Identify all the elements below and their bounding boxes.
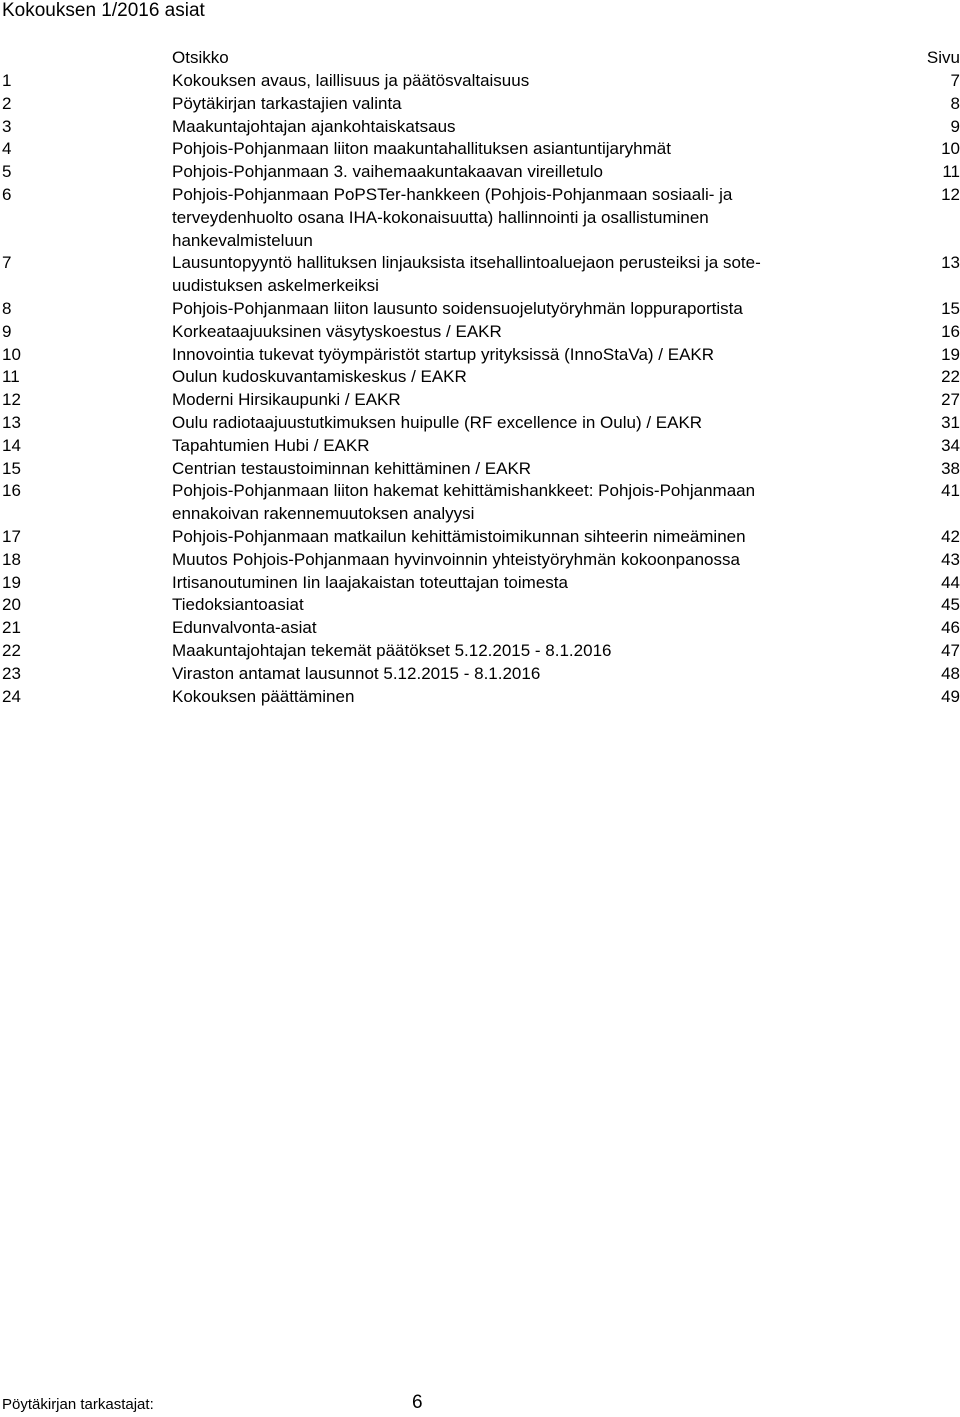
toc-item-title: Innovointia tukevat työympäristöt startup yrityksissä (InnoStaVa) / EAKR [172,344,715,364]
toc-row [2,594,960,617]
toc-item-page: 27 [941,390,960,410]
toc-row [2,458,960,481]
toc-item-page: 31 [941,412,960,432]
toc-item-number: 8 [2,298,12,318]
toc-item-title: Centrian testaustoiminnan kehittäminen / EAKR [172,458,532,478]
toc-item-title: Pohjois-Pohjanmaan PoPSTer-hankkeen (Pohjois-Pohjanmaan sosiaali- ja terveydenhuolto osana IHA-kokonaisuutta) hallinnointi ja osallistuminen hankevalmisteluun [172,184,733,250]
toc-row [2,161,960,184]
toc-item-title: Maakuntajohtajan ajankohtaiskatsaus [172,116,456,136]
toc-header-title: Otsikko [172,48,229,67]
toc-row [2,389,960,412]
toc-item-title: Tapahtumien Hubi / EAKR [172,435,370,455]
toc-row [2,138,960,161]
toc-item-page: 8 [950,93,960,113]
toc-item-number: 23 [2,663,21,683]
toc-item-page: 34 [941,435,960,455]
toc-item-number: 9 [2,321,12,341]
toc-item-page: 46 [941,618,960,638]
toc-item-page: 47 [941,640,960,660]
toc-item-title: Lausuntopyyntö hallituksen linjauksista itsehallintoaluejaon perusteiksi ja sote-uudistuksen askelmerkeiksi [172,253,761,296]
toc-item-page: 38 [941,458,960,478]
toc-item-number: 16 [2,481,21,501]
toc-item-page: 11 [942,162,960,182]
toc-item-title: Pohjois-Pohjanmaan matkailun kehittämistoimikunnan sihteerin nimeäminen [172,526,746,546]
toc-header-row [2,47,960,70]
toc-item-number: 4 [2,139,12,159]
toc-item-title: Oulun kudoskuvantamiskeskus / EAKR [172,367,467,387]
toc-row [2,663,960,686]
toc-row [2,526,960,549]
toc-item-page: 12 [941,184,960,204]
table-of-contents [2,47,960,708]
toc-item-page: 42 [941,526,960,546]
toc-header-page: Sivu [926,48,960,67]
toc-item-page: 7 [950,71,960,90]
toc-item-title: Oulu radiotaajuustutkimuksen huipulle (RF excellence in Oulu) / EAKR [172,412,703,432]
toc-row [2,640,960,663]
footer-label: Pöytäkirjan tarkastajat: [2,1396,154,1413]
toc-item-number: 17 [2,526,21,546]
toc-row [2,480,960,526]
toc-row [2,184,960,252]
toc-item-page: 48 [941,663,960,683]
toc-row [2,366,960,389]
toc-item-number: 18 [2,549,21,569]
toc-item-number: 15 [2,458,21,478]
toc-item-page: 41 [941,481,960,501]
toc-item-number: 13 [2,412,21,432]
toc-row [2,252,960,298]
toc-row [2,686,960,709]
toc-item-number: 22 [2,640,21,660]
toc-item-number: 7 [2,253,12,273]
toc-item-title: Irtisanoutuminen Iin laajakaistan toteuttajan toimesta [172,572,568,592]
toc-item-page: 22 [941,367,960,387]
toc-item-page: 9 [950,116,960,136]
toc-item-number: 12 [2,390,21,410]
toc-row [2,572,960,595]
toc-item-title: Tiedoksiantoasiat [172,595,304,615]
toc-item-title: Pöytäkirjan tarkastajien valinta [172,93,402,113]
toc-item-page: 49 [941,686,960,706]
toc-item-number: 5 [2,162,12,182]
toc-item-page: 10 [941,139,960,159]
toc-header-num [2,47,22,69]
toc-item-page: 13 [941,253,960,273]
toc-item-number: 19 [2,572,21,592]
toc-item-number: 14 [2,435,21,455]
toc-item-page: 15 [941,298,960,318]
toc-item-title: Pohjois-Pohjanmaan 3. vaihemaakuntakaavan vireilletulo [172,162,603,182]
toc-item-title: Muutos Pohjois-Pohjanmaan hyvinvoinnin yhteistyöryhmän kokoonpanossa [172,549,740,569]
toc-item-title: Moderni Hirsikaupunki / EAKR [172,390,401,410]
toc-item-number: 24 [2,686,21,706]
toc-item-title: Korkeataajuuksinen väsytyskoestus / EAKR [172,321,502,341]
toc-row [2,617,960,640]
toc-row [2,298,960,321]
toc-item-title: Pohjois-Pohjanmaan liiton maakuntahallituksen asiantuntijaryhmät [172,139,671,159]
toc-item-number: 6 [2,184,12,204]
toc-row [2,435,960,458]
toc-item-page: 16 [941,321,960,341]
toc-item-title: Kokouksen avaus, laillisuus ja päätösvaltaisuus [172,71,530,90]
toc-item-number: 3 [2,116,12,136]
toc-item-page: 45 [941,595,960,615]
document-title: Kokouksen 1/2016 asiat [2,0,205,21]
toc-item-number: 21 [2,618,21,638]
toc-row [2,412,960,435]
toc-item-page: 43 [941,549,960,569]
footer-page-number: 6 [412,1392,423,1413]
toc-row [2,93,960,116]
toc-rows [2,70,960,708]
toc-item-title: Edunvalvonta-asiat [172,618,317,638]
toc-item-title: Pohjois-Pohjanmaan liiton hakemat kehittämishankkeet: Pohjois-Pohjanmaan ennakoivan rakennemuutoksen analyysi [172,481,756,524]
toc-item-page: 44 [941,572,960,592]
toc-row [2,549,960,572]
toc-item-title: Kokouksen päättäminen [172,686,355,706]
toc-item-page: 19 [941,344,960,364]
toc-item-title: Viraston antamat lausunnot 5.12.2015 - 8.1.2016 [172,663,541,683]
toc-item-title: Maakuntajohtajan tekemät päätökset 5.12.2015 - 8.1.2016 [172,640,612,660]
toc-row [2,70,960,93]
toc-item-number: 2 [2,93,12,113]
toc-row [2,116,960,139]
toc-item-number: 1 [2,71,12,90]
toc-item-number: 11 [2,367,20,387]
toc-row [2,321,960,344]
toc-item-title: Pohjois-Pohjanmaan liiton lausunto soidensuojelutyöryhmän loppuraportista [172,298,743,318]
toc-item-number: 20 [2,595,21,615]
toc-item-number: 10 [2,344,21,364]
toc-row [2,344,960,367]
